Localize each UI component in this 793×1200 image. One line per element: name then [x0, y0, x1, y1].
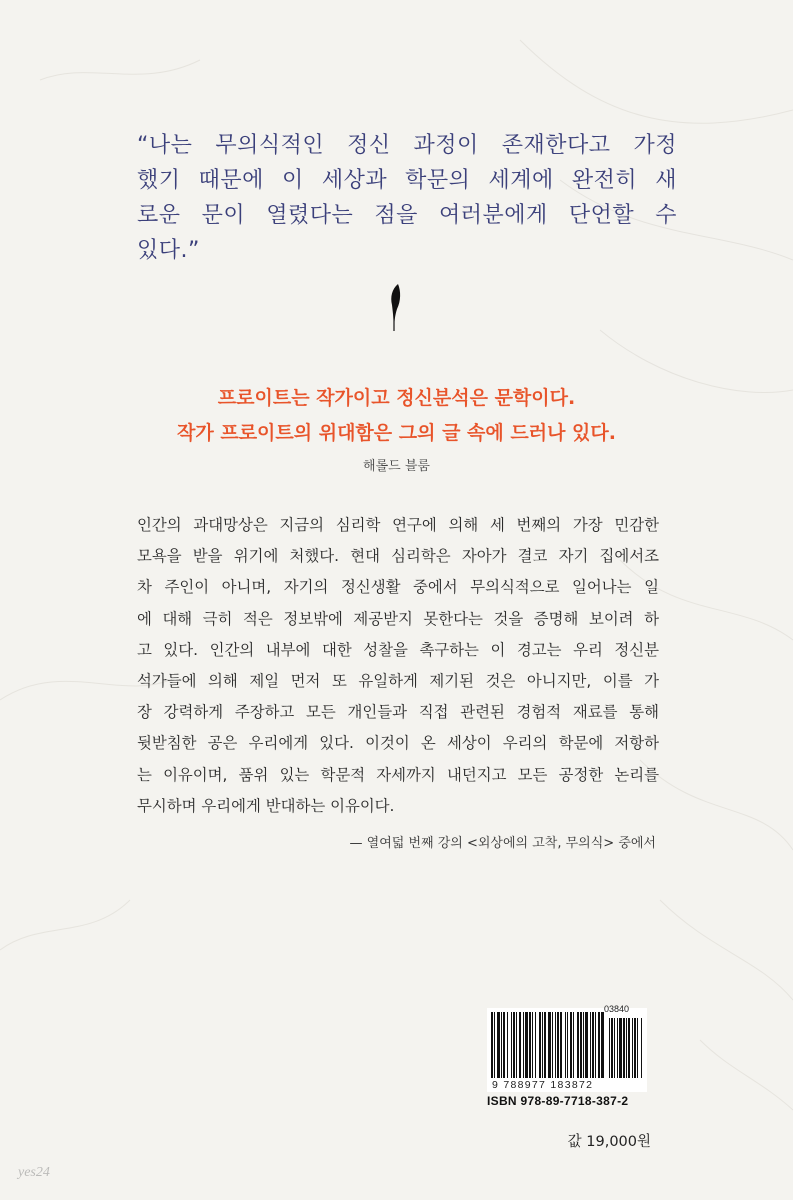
barcode-addon-bar: [641, 1018, 642, 1078]
watermark: yes24: [18, 1165, 50, 1180]
barcode-addon-bar: [617, 1018, 618, 1078]
barcode-bar: [555, 1012, 556, 1078]
barcode-bar: [525, 1012, 528, 1078]
barcode-bar: [595, 1012, 596, 1078]
barcode-bar: [503, 1012, 505, 1078]
body-line: 장 강력하게 주장하고 모든 개인들과 직접 관련된 경험적 재료를 통해: [137, 703, 659, 722]
barcode-bar: [590, 1012, 591, 1078]
barcode-addon-bar: [609, 1018, 610, 1078]
barcode-bar: [570, 1012, 572, 1078]
barcode-bar: [573, 1012, 574, 1078]
barcode-bar: [598, 1012, 600, 1078]
barcode-bar: [523, 1012, 524, 1078]
barcode-add-on: 03840: [604, 1004, 630, 1014]
barcode-addon-bar: [619, 1018, 622, 1078]
barcode-bar: [601, 1012, 604, 1078]
barcode-addon-bar: [614, 1018, 615, 1078]
barcode-bar: [535, 1012, 536, 1078]
barcode-bar: [552, 1012, 553, 1078]
price: 값 19,000원: [567, 1134, 651, 1150]
body-line: 고 있다. 인간의 내부에 대한 성찰을 촉구하는 이 경고는 우리 정신분: [137, 640, 659, 659]
barcode-bar: [577, 1012, 579, 1078]
barcode-bar: [491, 1012, 493, 1078]
isbn-number: ISBN 978-89-7718-387-2: [487, 1094, 629, 1108]
barcode-bar: [519, 1012, 521, 1078]
feather-quill-icon: [383, 283, 405, 333]
barcode-bar: [507, 1012, 508, 1078]
barcode-addon-bar: [626, 1018, 627, 1078]
freud-quote: [137, 128, 677, 268]
quote-line: 했기 때문에 이 세상과 학문의 세계에 완전히 새: [137, 168, 677, 193]
barcode-addon-bar: [632, 1018, 633, 1078]
barcode-bar: [583, 1012, 584, 1078]
source-citation: — 열여덟 번째 강의 <외상에의 고착, 무의식> 중에서: [349, 836, 656, 851]
barcode-bar: [565, 1012, 566, 1078]
body-line: 뒷받침한 공은 우리에게 있다. 이것이 온 세상이 우리의 학문에 저항하: [137, 734, 659, 753]
barcode-bar: [494, 1012, 495, 1078]
barcode-digits: 9 788977 183872: [492, 1079, 594, 1091]
barcode-addon-bar: [623, 1018, 625, 1078]
barcode-bar: [557, 1012, 559, 1078]
highlight-line: 프로이트는 작가이고 정신분석은 문학이다.: [217, 387, 576, 409]
barcode-addon-bar: [611, 1018, 613, 1078]
highlight-author: 해롤드 블룸: [363, 459, 430, 474]
barcode-bar: [585, 1012, 588, 1078]
barcode-addon-bar: [634, 1018, 636, 1078]
barcode-bar: [544, 1012, 546, 1078]
body-line: 차 주인이 아니며, 자기의 정신생활 중에서 무의식적으로 일어나는 일: [137, 578, 659, 597]
highlight-line: 작가 프로이트의 위대함은 그의 글 속에 드러나 있다.: [177, 422, 616, 444]
barcode-bar: [513, 1012, 515, 1078]
barcode-bar: [567, 1012, 568, 1078]
barcode-addon-bar: [628, 1018, 630, 1078]
body-line: 에 대해 극히 적은 정보밖에 제공받지 못한다는 것을 증명해 보이려 하: [137, 609, 659, 628]
body-paragraph: [137, 510, 659, 822]
barcode-bar: [532, 1012, 533, 1078]
body-line: 는 이유이며, 품위 있는 학문적 자세까지 내던지고 모든 공정한 논리를: [137, 765, 659, 784]
barcode-bar: [542, 1012, 543, 1078]
barcode-bar: [548, 1012, 551, 1078]
barcode-bar: [592, 1012, 594, 1078]
quote-line: 로운 문이 열렸다는 점을 여러분에게 단언할 수: [137, 203, 677, 228]
body-line: 모욕을 받을 위기에 처했다. 현대 심리학은 자아가 결코 자기 집에서조: [137, 547, 659, 566]
barcode-bar: [497, 1012, 500, 1078]
barcode-bar: [511, 1012, 512, 1078]
barcode-bar: [529, 1012, 531, 1078]
body-line: 인간의 과대망상은 지금의 심리학 연구에 의해 세 번째의 가장 민감한: [137, 516, 659, 534]
barcode-addon-bar: [637, 1018, 638, 1078]
barcode-bar: [560, 1012, 562, 1078]
quote-line: 있다.”: [137, 238, 200, 263]
barcode-bars: [491, 1012, 643, 1078]
barcode-bar: [539, 1012, 541, 1078]
barcode-bar: [516, 1012, 517, 1078]
barcode-bar: [580, 1012, 582, 1078]
quote-line: “나는 무의식적인 정신 과정이 존재한다고 가정: [137, 133, 677, 158]
body-line: 석가들에 의해 제일 먼저 또 유일하게 제기된 것은 아니지만, 이를 가: [137, 672, 659, 691]
barcode-bar: [501, 1012, 502, 1078]
body-line: 무시하며 우리에게 반대하는 이유이다.: [137, 796, 395, 815]
